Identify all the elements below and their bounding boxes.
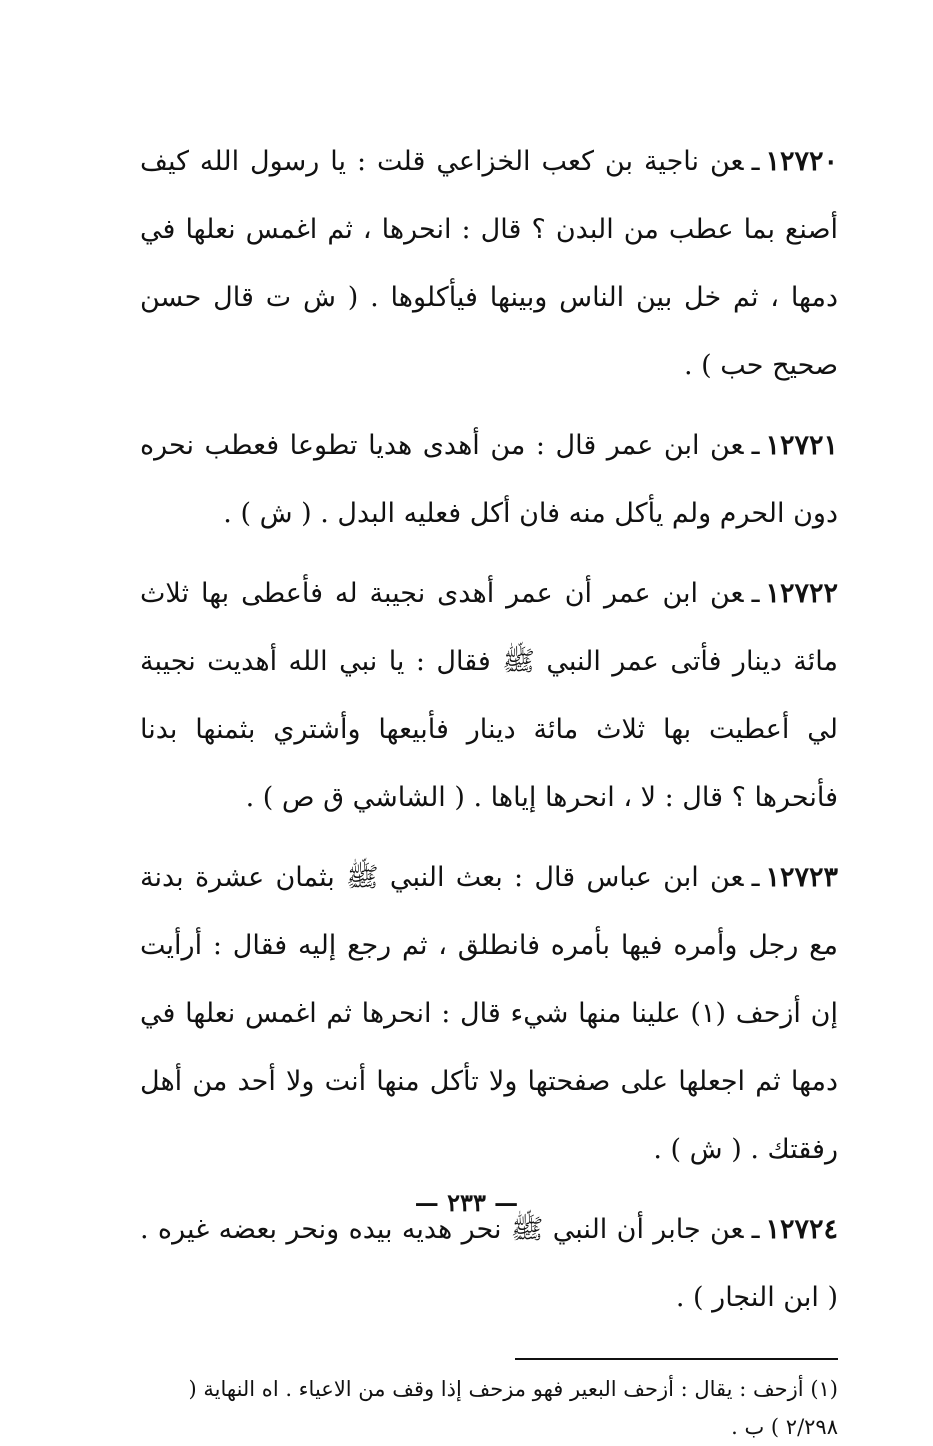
hadith-text: عن ابن عمر أن عمر أهدى نجيبة له فأعطى بها ثلاث مائة دينار فأتى عمر النبي ﷺ فقال : يا نبي الله أهديت نجيبة لي أعطيت بها ثلاث مائة دينار فأبيعها وأشتري بثمنها بدنا فأنحرها ؟ قال : لا ، انحرها إياها . ( الشاشي ق ص ) .: [140, 578, 838, 813]
hadith-number: ١٢٧٢٣: [765, 862, 838, 893]
footnote: (١) أزحف : يقال : أزحف البعير فهو مزحف إذا وقف من الاعياء . اه النهاية ( ٢/٢٩٨ ) ب .: [188, 1377, 838, 1439]
dash: ـ: [751, 862, 760, 893]
hadith-entry: [140, 844, 838, 1184]
dash: ـ: [751, 1214, 760, 1245]
hadith-number: ١٢٧٢١: [765, 430, 838, 461]
hadith-text: عن ابن عمر قال : من أهدى هديا تطوعا فعطب نحره دون الحرم ولم يأكل منه فان أكل فعليه البدل . ( ش ) .: [140, 430, 838, 529]
dash: ـ: [751, 578, 760, 609]
hadith-number: ١٢٧٢٢: [765, 578, 838, 609]
hadith-number: ١٢٧٢٠: [765, 146, 838, 177]
hadith-entry: [140, 128, 838, 400]
hadith-text: عن جابر أن النبي ﷺ نحر هديه بيده ونحر بعضه غيره . ( ابن النجار ) .: [140, 1214, 838, 1313]
dash: ـ: [751, 430, 760, 461]
hadith-number: ١٢٧٢٤: [765, 1214, 838, 1245]
footnote-divider: [515, 1358, 838, 1360]
hadith-text: عن ناجية بن كعب الخزاعي قلت : يا رسول الله كيف أصنع بما عطب من البدن ؟ قال : انحرها ، ثم اغمس نعلها في دمها ، ثم خل بين الناس وبينها فيأكلوها . ( ش ت قال حسن صحيح حب ) .: [140, 146, 838, 381]
hadith-entry: [140, 560, 838, 832]
page-number: — ٢٣٣ —: [414, 1188, 519, 1217]
hadith-text: عن ابن عباس قال : بعث النبي ﷺ بثمان عشرة بدنة مع رجل وأمره فيها بأمره فانطلق ، ثم رجع إليه فقال : أرأيت إن أزحف (١) علينا منها شيء قال : انحرها ثم اغمس نعلها في دمها ثم اجعلها على صفحتها ولا تأكل منها أنت ولا أحد من أهل رفقتك . ( ش ) .: [140, 862, 838, 1165]
hadith-entry: [140, 412, 838, 548]
dash: ـ: [751, 146, 760, 177]
